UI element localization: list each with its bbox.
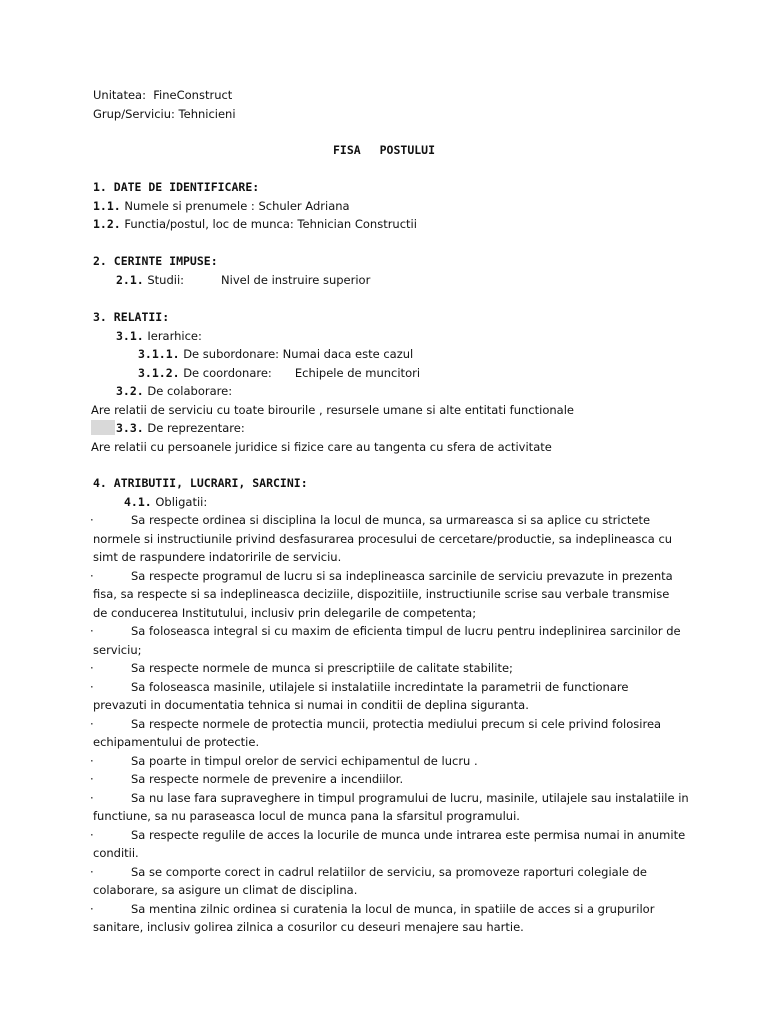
list-item-line: Sa respecte ordinea si disciplina la locul de munca, sa urmareasca si sa aplice cu strictete — [131, 513, 651, 527]
item-1-2-number: 1.2. — [93, 217, 121, 231]
section-3-heading: 3. RELATII: — [93, 310, 170, 324]
list-item — [90, 863, 677, 900]
list-item-line: Sa foloseasca masinile, utilajele si instalatiile incredintate la parametrii de functionare — [131, 679, 629, 694]
title-word-2: POSTULUI — [379, 143, 436, 157]
list-item — [90, 826, 686, 863]
item-4-1-number: 4.1. — [124, 494, 152, 509]
item-1-2 — [93, 215, 693, 234]
bullet-icon: · — [90, 864, 94, 879]
title-word-1: FISA — [332, 143, 361, 157]
unit-value: FineConstruct — [153, 88, 233, 102]
section-2-heading: 2. CERINTE IMPUSE: — [93, 254, 218, 268]
bullet-icon: · — [90, 679, 94, 694]
list-item-line: sanitare, inclusiv golirea zilnica a cosurilor cu deseuri menajere sau hartie. — [93, 920, 524, 934]
item-3-1 — [93, 327, 693, 346]
item-3-3-paragraph: Are relatii cu persoanele juridice si fizice care au tangenta cu sfera de activitate — [91, 439, 552, 454]
list-item-line: Sa foloseasca integral si cu maxim de eficienta timpul de lucru pentru indeplinirea sarcinilor de — [131, 624, 681, 638]
obligations-list — [90, 511, 693, 937]
group-value: Tehnicieni — [178, 106, 236, 121]
list-item — [90, 789, 689, 826]
bullet-icon: · — [90, 753, 94, 768]
item-3-1-2-number: 3.1.2. — [138, 365, 180, 380]
list-item-line: Sa respecte normele de protectia muncii, protectia mediului precum si cele privind folosirea — [131, 716, 662, 731]
list-item — [90, 659, 677, 678]
item-3-1-2 — [93, 364, 693, 383]
list-item-line: colaborare, sa asigure un climat de disciplina. — [93, 883, 358, 897]
item-2-1-text: Studii: — [147, 272, 185, 287]
list-item-line: fisa, sa respecte si sa indeplineasca deciziile, dispozitiile, instructiunile scrise sau verbale transmise — [93, 587, 670, 601]
list-item — [90, 752, 677, 771]
item-3-1-2-text: De coordonare: — [183, 365, 272, 380]
item-2-1-number: 2.1. — [116, 272, 144, 287]
section-4-heading: 4. ATRIBUTII, LUCRARI, SARCINI: — [93, 476, 308, 490]
item-1-1-number: 1.1. — [93, 198, 121, 213]
header — [93, 86, 693, 123]
list-item-line: Sa respecte regulile de acces la locurile de munca unde intrarea este permisa numai in anumite — [131, 827, 686, 842]
item-2-1-value: Nivel de instruire superior — [221, 272, 371, 287]
section-requirements — [93, 252, 693, 289]
bullet-icon: · — [90, 901, 94, 916]
list-item — [90, 511, 677, 567]
section-1-heading: 1. DATE DE IDENTIFICARE: — [93, 180, 260, 194]
list-item — [90, 622, 681, 659]
list-item-line: simt de raspundere indatoririle de serviciu. — [93, 550, 342, 564]
list-item-line: Sa nu lase fara supraveghere in timpul programului de lucru, masinile, utilajele sau instalatiile in — [131, 790, 689, 805]
section-relations — [93, 308, 693, 456]
list-item — [90, 900, 677, 937]
item-4-1-text: Obligatii: — [155, 494, 208, 509]
list-item-line: prevazuti in documentatia tehnica si numai in conditii de deplina siguranta. — [93, 698, 529, 712]
bullet-icon: · — [90, 568, 94, 583]
item-3-1-2-value: Echipele de muncitori — [294, 365, 421, 380]
list-item — [90, 715, 677, 752]
list-item — [90, 567, 677, 623]
item-1-1 — [93, 197, 693, 216]
bullet-icon: · — [90, 716, 94, 731]
section-identification — [93, 178, 693, 234]
item-3-2-paragraph: Are relatii de serviciu cu toate birourile , resursele umane si alte entitati functionale — [91, 402, 574, 417]
list-item-line: serviciu; — [93, 642, 142, 657]
bullet-icon: · — [90, 772, 94, 786]
item-3-2-number: 3.2. — [116, 384, 144, 398]
item-3-1-1-number: 3.1.1. — [138, 347, 180, 361]
bullet-icon: · — [90, 661, 94, 675]
item-1-1-text: Numele si prenumele : Schuler Adriana — [124, 198, 350, 213]
item-3-1-number: 3.1. — [116, 328, 144, 343]
list-item-line: de conducerea Institutului, inclusiv prin delegarile de competenta; — [93, 605, 477, 620]
list-item-line: Sa respecte normele de prevenire a incendiilor. — [131, 772, 404, 786]
item-3-3 — [91, 419, 693, 438]
item-4-1 — [93, 493, 693, 512]
list-item — [90, 678, 677, 715]
item-3-3-text: De reprezentare: — [147, 421, 245, 435]
list-item-line: normele si instructiunile privind desfasurarea procesului de cercetare/productie, sa indeplineasca cu — [93, 531, 673, 546]
bullet-icon: · — [90, 624, 94, 638]
list-item-line: Sa se comporte corect in cadrul relatiilor de serviciu, sa promoveze raporturi colegiale de — [131, 864, 647, 879]
unit-line — [93, 86, 693, 105]
list-item-line: conditii. — [93, 846, 139, 860]
list-item-line: Sa respecte programul de lucru si sa indeplineasca sarcinile de serviciu prevazute in prezenta — [131, 568, 673, 583]
list-item-line: echipamentului de protectie. — [93, 735, 260, 749]
page-title — [0, 141, 768, 160]
item-3-1-text: Ierarhice: — [147, 328, 202, 343]
list-item-line: functiune, sa nu paraseasca locul de munca pana la sfarsitul programului. — [93, 809, 520, 823]
item-3-2 — [93, 382, 693, 401]
list-item — [90, 770, 677, 789]
section-duties — [90, 474, 693, 937]
list-item-line: Sa mentina zilnic ordinea si curatenia la locul de munca, in spatiile de acces si a grupurilor — [131, 901, 655, 916]
item-3-1-1-text: De subordonare: Numai daca este cazul — [183, 347, 414, 361]
item-3-2-text: De colaborare: — [147, 384, 233, 398]
item-3-1-1 — [93, 345, 693, 364]
unit-label: Unitatea: — [93, 88, 146, 102]
item-2-1 — [93, 271, 693, 290]
item-3-3-number: 3.3. — [116, 421, 144, 435]
highlight-mark — [91, 420, 115, 435]
bullet-icon: · — [90, 513, 94, 527]
item-1-2-text: Functia/postul, loc de munca: Tehnician Constructii — [124, 217, 417, 231]
list-item-line: Sa respecte normele de munca si prescriptiile de calitate stabilite; — [131, 661, 513, 675]
bullet-icon: · — [90, 790, 94, 805]
bullet-icon: · — [90, 827, 94, 842]
group-line — [93, 105, 693, 124]
list-item-line: Sa poarte in timpul orelor de servici echipamentul de lucru . — [131, 753, 478, 768]
group-label: Grup/Serviciu: — [93, 106, 175, 121]
